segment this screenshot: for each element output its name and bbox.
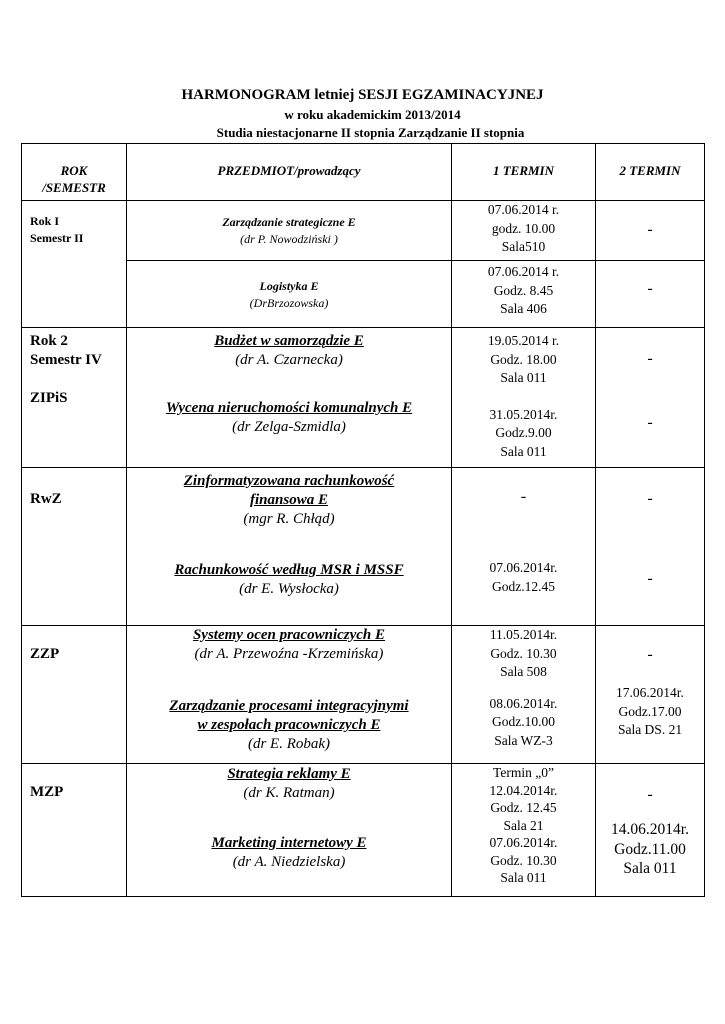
term2-cell <box>596 201 705 261</box>
term1-cell <box>452 626 596 764</box>
term1-time: Godz.10.00 <box>492 714 555 729</box>
group-rok-label: ZZP <box>30 646 60 662</box>
term2-cell <box>596 626 705 764</box>
subject-title: Rachunkowość według MSR i MSSF <box>174 562 404 578</box>
term2-dash: - <box>647 280 653 297</box>
term1-room: Sala 21 <box>503 817 544 833</box>
subject-lecturer: (dr P. Nowodziński ) <box>240 232 338 246</box>
term1-date: 08.06.2014r. <box>489 695 558 711</box>
term1-time: Godz. 12.45 <box>490 800 557 815</box>
term2-cell <box>596 468 705 626</box>
term1-room: Sala 011 <box>500 870 547 885</box>
term2-cell <box>596 764 705 897</box>
group-rok-label: RwZ <box>30 491 62 507</box>
document-title: HARMONOGRAM letniej SESJI EGZAMINACYJNEJ <box>181 87 544 103</box>
subject-lecturer: (dr A. Niedzielska) <box>232 854 346 870</box>
subject-title: Marketing internetowy E <box>211 835 367 851</box>
term1-date: 07.06.2014r. <box>489 835 558 850</box>
subject-title-cont: finansowa E <box>250 492 328 508</box>
term2-dash: - <box>647 221 653 238</box>
group-cell-zzp <box>22 626 127 764</box>
header-przedmiot: PRZEDMIOT/prowadzący <box>127 144 452 201</box>
term1-date: 19.05.2014 r. <box>487 333 560 348</box>
subject-cell <box>127 468 452 626</box>
subject-title: Zarządzanie strategiczne E <box>222 215 356 229</box>
subject-lecturer: (dr E. Wysłocka) <box>239 581 339 597</box>
subject-cell <box>127 261 452 328</box>
subject-title: Strategia reklamy E <box>227 766 351 782</box>
table-row <box>22 201 705 261</box>
subject-lecturer: (dr K. Ratman) <box>243 785 335 801</box>
subject-lecturer: (DrBrzozowska) <box>249 296 329 310</box>
term1-time: Godz. 10.30 <box>490 645 557 661</box>
academic-year-subtitle: w roku akademickim 2013/2014 <box>284 107 461 122</box>
group-semestr-label: Semestr II <box>30 231 84 245</box>
term2-time: Godz.11.00 <box>614 840 686 858</box>
exam-schedule-table <box>21 143 705 897</box>
group-semestr-label: Semestr IV <box>30 352 102 368</box>
term1-time: Godz.12.45 <box>492 578 555 594</box>
subject-title: Budżet w samorządzie E <box>214 333 364 349</box>
subject-title: Zinformatyzowana rachunkowość <box>183 473 395 489</box>
term1-time: Godz.9.00 <box>495 425 552 440</box>
term2-cell <box>596 328 705 468</box>
term2-dash: - <box>647 414 653 431</box>
subject-lecturer: (dr A. Czarnecka) <box>235 352 343 368</box>
group-cell-mzp <box>22 764 127 897</box>
table-header-row <box>22 144 705 201</box>
term2-dash: - <box>647 570 653 587</box>
study-programme-subtitle: Studia niestacjonarne II stopnia Zarządzanie II stopnia <box>216 125 525 140</box>
term1-room: Sala 011 <box>500 443 547 459</box>
term2-date: 17.06.2014r. <box>616 685 684 700</box>
term1-dash: - <box>520 488 527 505</box>
term1-cell <box>452 261 596 328</box>
header-rok-label: ROK <box>60 163 88 178</box>
term2-dash: - <box>647 350 653 367</box>
term1-room: Sala510 <box>501 239 546 254</box>
term1-room: Sala 508 <box>500 664 547 679</box>
table-row <box>22 468 705 626</box>
term1-date: 11.05.2014r. <box>489 627 558 642</box>
header-termin-2: 2 TERMIN <box>596 144 705 201</box>
term2-room: Sala DS. 21 <box>617 722 683 737</box>
table-row <box>22 626 705 764</box>
group-rok-label: Rok 2 <box>30 333 68 349</box>
subject-lecturer: (mgr R. Chłąd) <box>243 511 335 527</box>
subject-lecturer: (dr Zelga-Szmidla) <box>232 419 346 435</box>
group-cell-rwz <box>22 468 127 626</box>
term1-date: 31.05.2014r. <box>489 406 558 422</box>
header-rok-semestr <box>22 144 127 201</box>
term2-cell <box>596 261 705 328</box>
group-rok-label: Rok I <box>30 214 60 228</box>
term1-room: Sala 406 <box>500 301 547 316</box>
term2-dash: - <box>647 646 653 663</box>
group-cell-rok-2 <box>22 328 127 468</box>
term1-room: Sala 011 <box>500 370 547 385</box>
group-rok-label: MZP <box>30 784 64 800</box>
subject-cell <box>127 764 452 897</box>
header-semestr-label: /SEMESTR <box>42 180 106 195</box>
term1-label: Termin „0” <box>493 765 554 780</box>
subject-cell <box>127 201 452 261</box>
term2-dash: - <box>647 786 653 803</box>
subject-title-cont: w zespołach pracowniczych E <box>197 717 381 733</box>
subject-lecturer: (dr A. Przewoźna -Krzemińska) <box>194 646 384 662</box>
term1-cell <box>452 328 596 468</box>
term2-time: Godz.17.00 <box>618 703 682 719</box>
term1-time: Godz. 18.00 <box>490 351 557 367</box>
term1-room: Sala WZ-3 <box>494 732 553 748</box>
term1-cell <box>452 201 596 261</box>
subject-title: Logistyka E <box>259 279 319 293</box>
subject-lecturer: (dr E. Robak) <box>247 736 331 752</box>
group-specialization-label: ZIPiS <box>30 390 68 406</box>
header-termin-1: 1 TERMIN <box>452 144 596 201</box>
term1-cell <box>452 468 596 626</box>
term2-room: Sala 011 <box>623 860 677 877</box>
subject-title: Wycena nieruchomości komunalnych E <box>165 400 413 416</box>
group-cell-rok-1 <box>22 201 127 328</box>
table-row <box>22 764 705 897</box>
term1-date: 07.06.2014 r. <box>487 264 560 279</box>
term1-time: Godz. 8.45 <box>493 282 554 298</box>
term2-date: 14.06.2014r. <box>611 821 689 838</box>
term1-time: godz. 10.00 <box>491 220 556 236</box>
term1-date: 07.06.2014r. <box>489 560 558 575</box>
subject-title: Systemy ocen pracowniczych E <box>192 627 386 643</box>
subject-cell <box>127 328 452 468</box>
subject-title: Zarządzanie procesami integracyjnymi <box>169 698 409 714</box>
subject-cell <box>127 626 452 764</box>
term1-cell <box>452 764 596 897</box>
term1-date: 07.06.2014 r. <box>487 202 560 217</box>
term1-time: Godz. 10.30 <box>490 852 557 868</box>
term1-date: 12.04.2014r. <box>489 782 558 798</box>
term2-dash: - <box>647 490 653 507</box>
table-row <box>22 328 705 468</box>
